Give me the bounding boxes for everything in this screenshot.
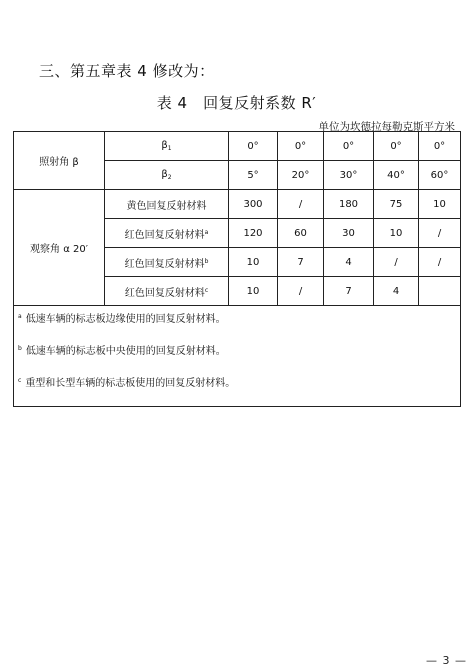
unit-note: 单位为坎德拉每勒克斯平方米 [318,121,455,133]
value-cell: 4 [324,248,374,277]
value-cell: 10 [229,277,278,306]
value-cell: 10 [229,248,278,277]
beta2-value: 60° [419,161,461,190]
value-cell: / [278,277,324,306]
beta2-value: 20° [278,161,324,190]
value-cell: 7 [324,277,374,306]
value-cell [419,277,461,306]
beta1-value: 0° [324,132,374,161]
value-cell: / [278,190,324,219]
beta2-label: $\beta_2$ [105,161,229,190]
page-number: — 3 — [426,654,467,667]
beta2-value: 5° [229,161,278,190]
footnote: $^a$ 低速车辆的标志板边缘使用的回复反射材料。 [18,313,226,325]
beta1-label: $\beta_1$ [105,132,229,161]
section-heading: 三、第五章表 4 修改为： [39,62,215,80]
beta1-value: 0° [229,132,278,161]
value-cell: 7 [278,248,324,277]
value-cell: 180 [324,190,374,219]
table-row [14,306,461,407]
value-cell: 300 [229,190,278,219]
value-cell: / [374,248,419,277]
material-cell: 红色回复反射材料$^b$ [105,248,229,277]
beta2-value: 30° [324,161,374,190]
retroreflection-table [13,131,461,407]
value-cell: 120 [229,219,278,248]
table-row [14,132,461,161]
material-cell: 黄色回复反射材料 [105,190,229,219]
value-cell: / [419,219,461,248]
value-cell: 10 [374,219,419,248]
beta2-value: 40° [374,161,419,190]
table-title: 表 4 回复反射系数 R′ [156,94,317,112]
value-cell: / [419,248,461,277]
footnote: $^c$ 重型和长型车辆的标志板使用的回复反射材料。 [18,377,236,389]
material-cell: 红色回复反射材料$^c$ [105,277,229,306]
illum-angle-label: 照射角 β [14,132,105,190]
material-cell: 红色回复反射材料$^a$ [105,219,229,248]
value-cell: 75 [374,190,419,219]
beta1-value: 0° [419,132,461,161]
footnote: $^b$ 低速车辆的标志板中央使用的回复反射材料。 [18,345,226,357]
obs-angle-label: 观察角 α 20′ [14,190,105,306]
value-cell: 10 [419,190,461,219]
value-cell: 30 [324,219,374,248]
beta1-value: 0° [374,132,419,161]
beta1-value: 0° [278,132,324,161]
value-cell: 60 [278,219,324,248]
table-row [14,190,461,219]
table-notes [14,306,461,407]
value-cell: 4 [374,277,419,306]
